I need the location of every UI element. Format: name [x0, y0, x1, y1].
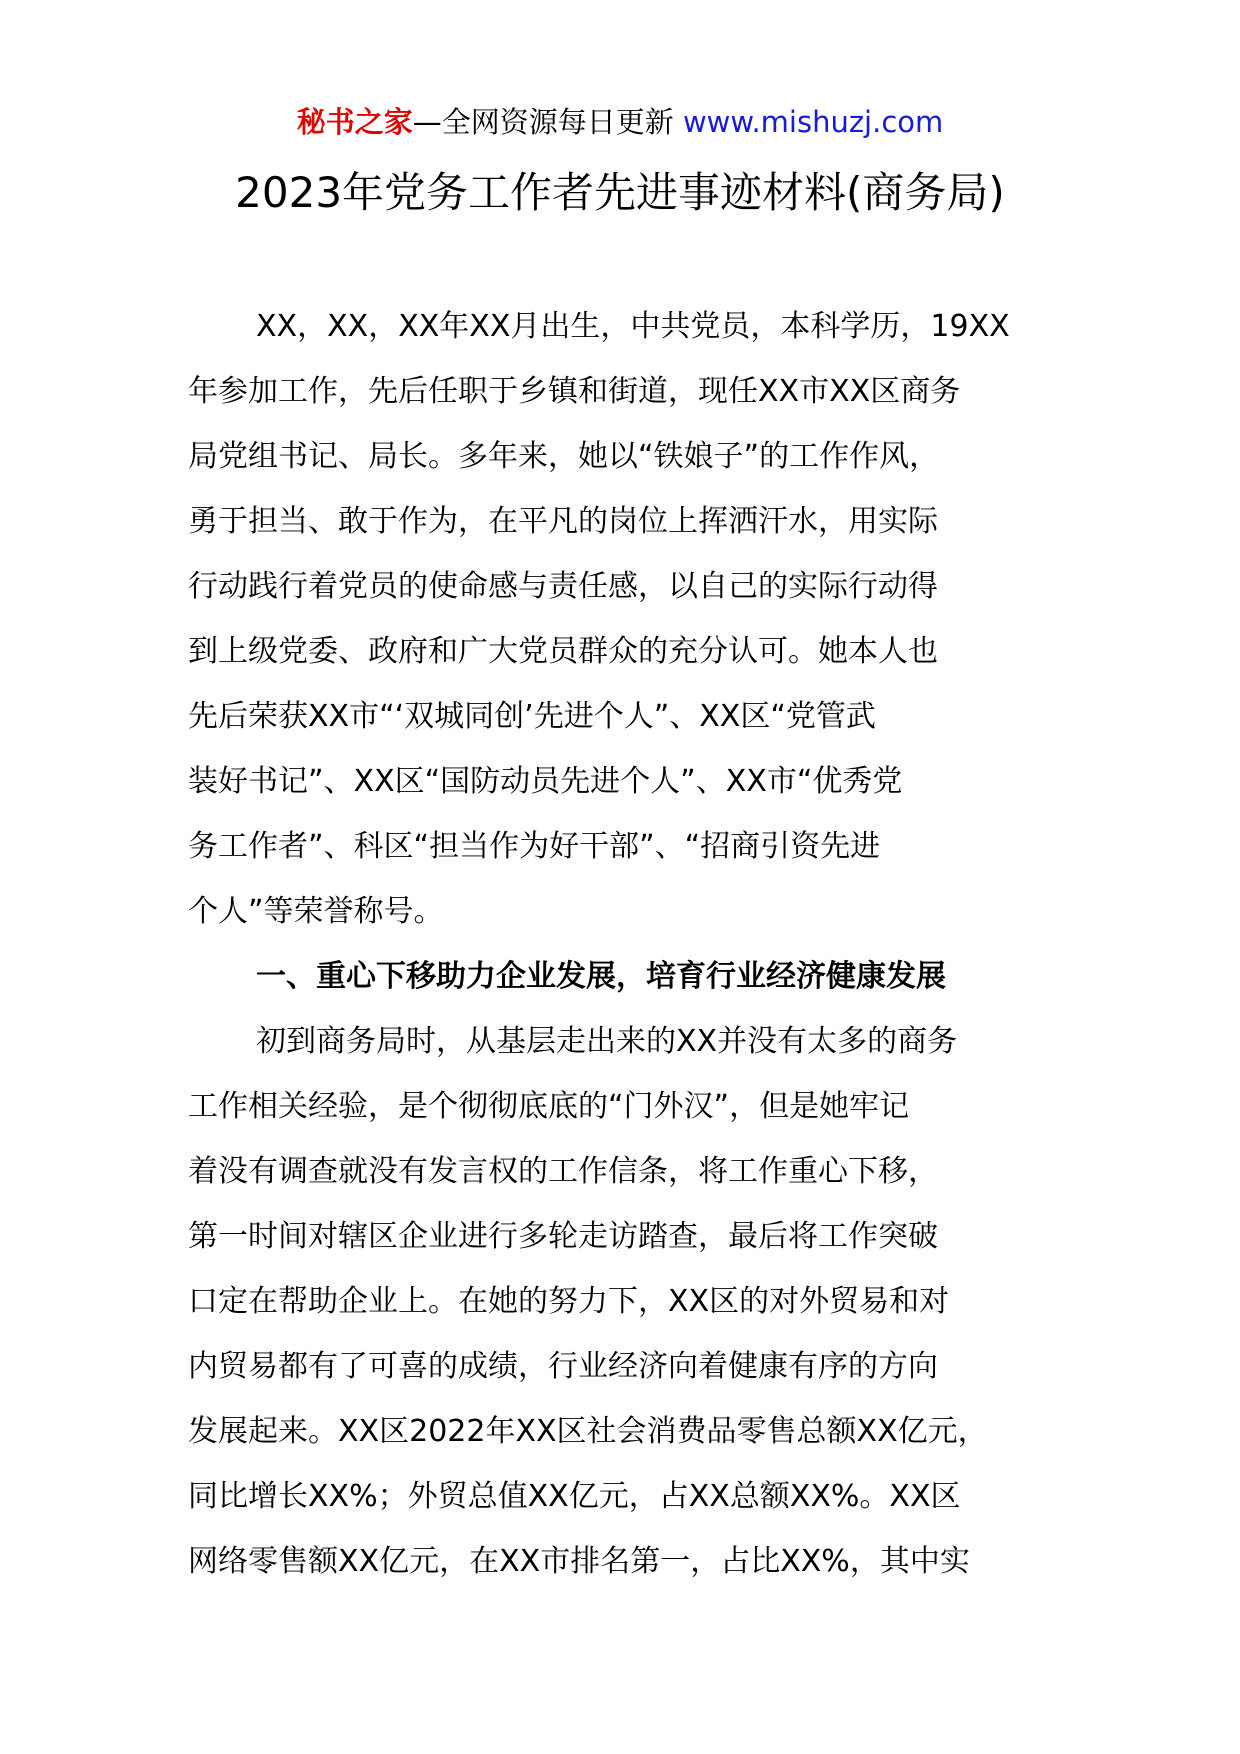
paragraph-line: 年参加工作，先后任职于乡镇和街道，现任XX市XX区商务 [188, 374, 961, 409]
document-body [188, 294, 1068, 1594]
paragraph-line: 先后荣获XX市“‘双城同创’先进个人”、XX区“党管武 [188, 699, 876, 734]
paragraph-line: 发展起来。XX区2022年XX区社会消费品零售总额XX亿元， [188, 1414, 988, 1449]
site-url-link[interactable]: www.mishuzj.com [682, 105, 944, 139]
paragraph-line: 着没有调查就没有发言权的工作信条，将工作重心下移， [188, 1154, 938, 1189]
paragraph-line: 内贸易都有了可喜的成绩，行业经济向着健康有序的方向 [188, 1349, 938, 1384]
paragraph-line: 第一时间对辖区企业进行多轮走访踏查，最后将工作突破 [188, 1219, 938, 1254]
paragraph-line: 装好书记”、XX区“国防动员先进个人”、XX市“优秀党 [188, 764, 903, 799]
brand-name: 秘书之家 [296, 105, 413, 139]
paragraph-line: 勇于担当、敢于作为，在平凡的岗位上挥洒汗水，用实际 [188, 504, 938, 539]
paragraph-line: 网络零售额XX亿元，在XX市排名第一，占比XX%，其中实 [188, 1544, 970, 1579]
paragraph-line: 同比增长XX%；外贸总值XX亿元，占XX总额XX%。XX区 [188, 1479, 961, 1514]
paragraph-line: 局党组书记、局长。多年来，她以“铁娘子”的工作作风， [188, 439, 940, 474]
paragraph-line: 口定在帮助企业上。在她的努力下，XX区的对外贸易和对 [188, 1284, 950, 1319]
document-title: 2023年党务工作者先进事迹材料(商务局) [235, 168, 1005, 217]
paragraph-line: 初到商务局时，从基层走出来的XX并没有太多的商务 [256, 1024, 958, 1059]
section-heading: 一、重心下移助力企业发展，培育行业经济健康发展 [256, 959, 946, 994]
paragraph-line: 工作相关经验，是个彻彻底底的“门外汉”，但是她牢记 [188, 1089, 910, 1124]
paragraph-line: 个人”等荣誉称号。 [188, 894, 444, 929]
paragraph-line: 行动践行着党员的使命感与责任感，以自己的实际行动得 [188, 569, 938, 604]
paragraph-line: 到上级党委、政府和广大党员群众的充分认可。她本人也 [188, 634, 938, 669]
paragraph-line: 务工作者”、科区“担当作为好干部”、“招商引资先进 [188, 829, 881, 864]
site-header [0, 100, 1240, 144]
header-tagline: —全网资源每日更新 [412, 105, 674, 139]
paragraph-line: XX，XX，XX年XX月出生，中共党员，本科学历，19XX [256, 309, 1010, 344]
